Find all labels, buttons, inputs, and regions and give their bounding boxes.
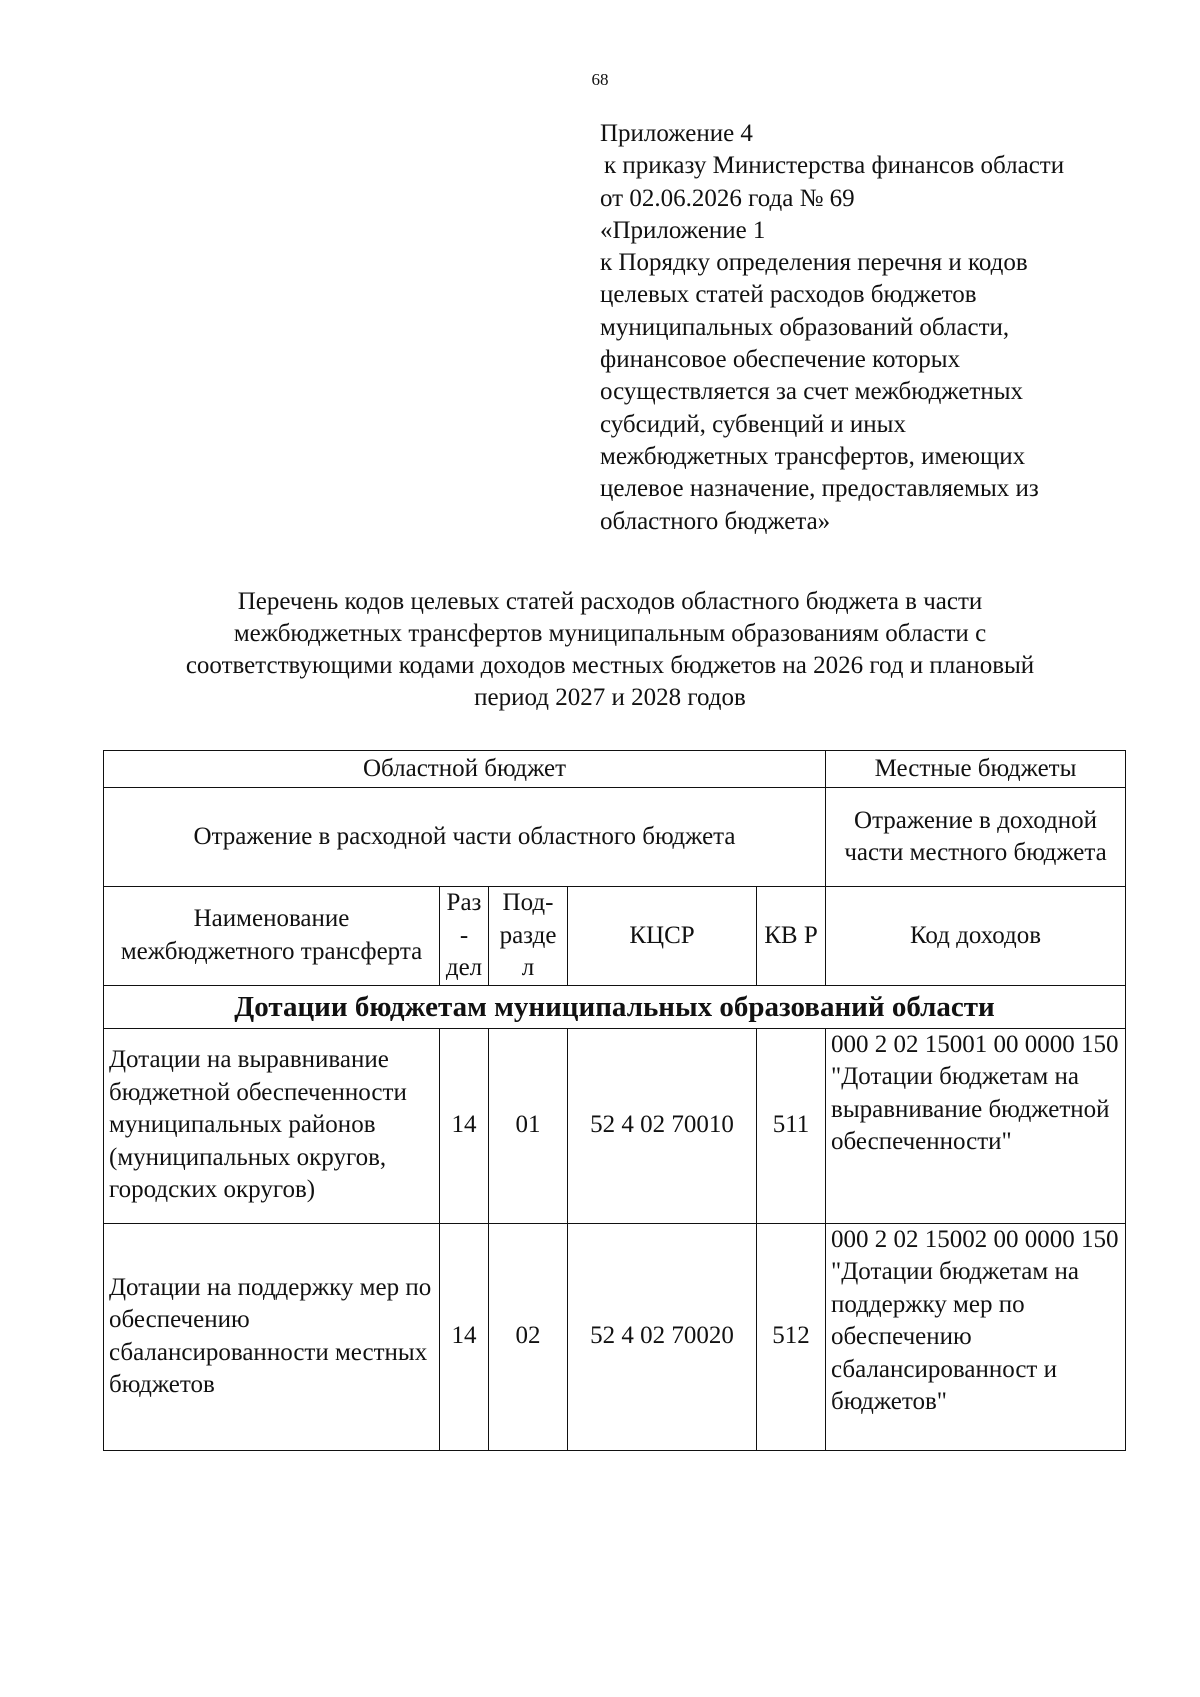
subsection-code: 01 (489, 1028, 568, 1223)
column-header-kvr: КВ Р (757, 887, 826, 986)
kvr-code: 511 (757, 1028, 826, 1223)
local-budgets-header: Местные бюджеты (826, 751, 1126, 788)
column-header-section: Раз - дел (440, 887, 489, 986)
kcsr-code: 52 4 02 70010 (568, 1028, 757, 1223)
subsection-code: 02 (489, 1223, 568, 1450)
section-code: 14 (440, 1223, 489, 1450)
income-reflection-header: Отражение в доходной части местного бюджета (826, 788, 1126, 887)
section-row (104, 985, 1126, 1028)
title-line: период 2027 и 2028 годов (474, 684, 746, 711)
appendix-line: межбюджетных трансфертов, имеющих (600, 442, 1026, 470)
appendix-line: субсидий, субвенций и иных (600, 410, 906, 438)
document-title (110, 586, 1110, 714)
appendix-line: к приказу Министерства финансов области (604, 152, 1065, 180)
appendix-line: Приложение 4 (600, 120, 753, 147)
appendix-line: финансовое обеспечение которых (600, 346, 961, 374)
header-row-reflection (104, 788, 1126, 887)
column-header-kcsr: КЦСР (568, 887, 757, 986)
kcsr-code: 52 4 02 70020 (568, 1223, 757, 1450)
appendix-line: целевое назначение, предоставляемых из (600, 475, 1039, 503)
header-row-budgets (104, 751, 1126, 788)
section-code: 14 (440, 1028, 489, 1223)
income-code: 000 2 02 15002 00 0000 150 "Дотации бюджетам на поддержку мер по обеспечению сбалансированност и бюджетов" (826, 1223, 1126, 1450)
page-number: 68 (591, 70, 609, 89)
table-row (104, 1028, 1126, 1223)
table-row (104, 1223, 1126, 1450)
title-line: Перечень кодов целевых статей расходов областного бюджета в части (237, 588, 983, 615)
appendix-line: целевых статей расходов бюджетов (600, 281, 977, 309)
appendix-header (600, 118, 1160, 538)
column-header-subsection: Под- разде л (489, 887, 568, 986)
transfer-name: Дотации на выравнивание бюджетной обеспеченности муниципальных районов (муниципальных округов, городских округов) (104, 1028, 440, 1223)
kvr-code: 512 (757, 1223, 826, 1450)
header-row-columns (104, 887, 1126, 986)
appendix-line: от 02.06.2026 года № 69 (600, 184, 855, 212)
income-code: 000 2 02 15001 00 0000 150 "Дотации бюджетам на выравнивание бюджетной обеспеченности" (826, 1028, 1126, 1223)
column-header-name: Наименование межбюджетного трансферта (104, 887, 440, 986)
appendix-line: муниципальных образований области, (600, 313, 1010, 341)
appendix-line: к Порядку определения перечня и кодов (600, 249, 1028, 277)
appendix-line: областного бюджета» (600, 507, 831, 535)
section-title: Дотации бюджетам муниципальных образований области (104, 985, 1126, 1028)
transfers-table (103, 750, 1126, 1451)
appendix-line: «Приложение 1 (600, 216, 766, 244)
title-line: соответствующими кодами доходов местных бюджетов на 2026 год и плановый (185, 652, 1035, 679)
regional-budget-header: Областной бюджет (104, 751, 826, 788)
appendix-line: осуществляется за счет межбюджетных (600, 378, 1024, 406)
expense-reflection-header: Отражение в расходной части областного бюджета (104, 788, 826, 887)
transfer-name: Дотации на поддержку мер по обеспечению сбалансированности местных бюджетов (104, 1223, 440, 1450)
title-line: межбюджетных трансфертов муниципальным образованиям области с (233, 620, 987, 647)
column-header-income-code: Код доходов (826, 887, 1126, 986)
